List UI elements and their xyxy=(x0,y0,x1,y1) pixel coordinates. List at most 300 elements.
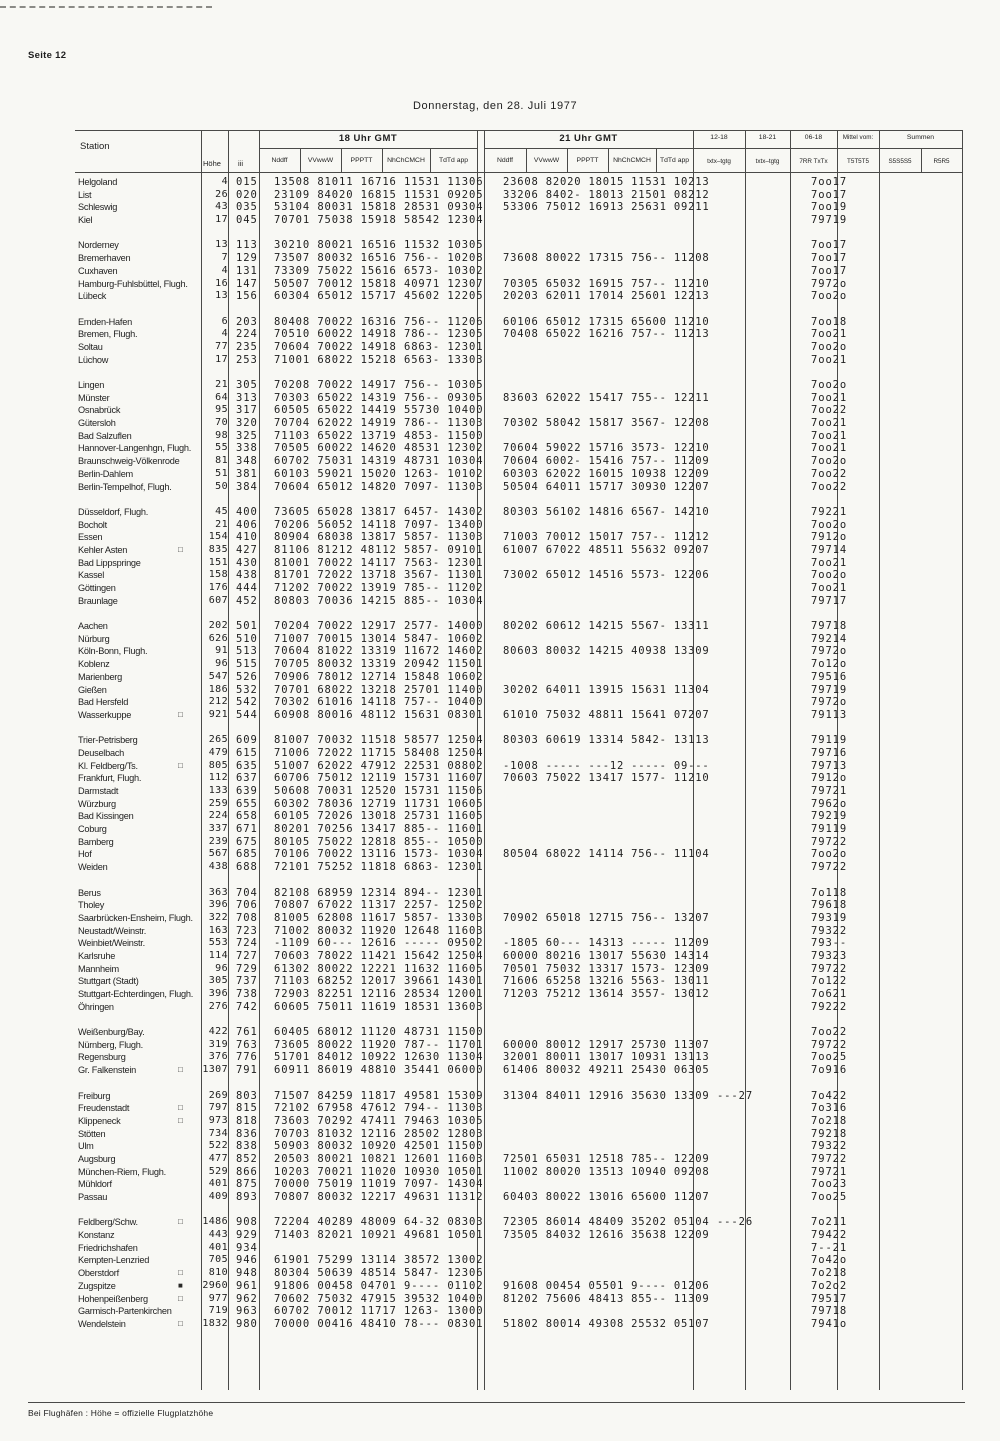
precip-06-18-value: 7oo22 xyxy=(811,1026,848,1039)
footer-rule xyxy=(28,1402,965,1403)
obs-21gmt: 70604 6002- 15416 757-- 11209 xyxy=(503,455,710,468)
hoehe-header: Höhe xyxy=(203,159,221,168)
tdiff-12-18-value xyxy=(709,1280,761,1293)
tdiff-12-18-value xyxy=(709,455,761,468)
hoehe-value: 1307 xyxy=(202,1064,228,1076)
station-name: Augsburg xyxy=(78,1153,116,1164)
obs-21gmt: -1008 ----- ---12 ----- 09--- xyxy=(503,759,710,772)
table-row xyxy=(75,544,975,557)
open-square-icon: □ xyxy=(178,1217,183,1227)
hoehe-value: 6 xyxy=(221,315,228,327)
station-name: Cuxhaven xyxy=(78,265,118,276)
tdiff-12-18-value xyxy=(709,176,761,189)
station-name: Braunlage xyxy=(78,595,118,606)
station-name: Hannover-Langenhgn, Flugh. xyxy=(78,443,192,454)
station-name: Berlin-Dahlem xyxy=(78,468,133,479)
obs-18gmt: 70807 67022 11317 2257- 12502 xyxy=(274,899,484,912)
station-name: Düsseldorf, Flugh. xyxy=(78,506,149,517)
obs-21gmt: 20203 62011 17014 25601 12213 xyxy=(503,290,710,303)
symbol-col-label: R5R5 xyxy=(933,158,950,165)
precip-06-18-value: 7oo21 xyxy=(811,391,848,404)
hoehe-value: 1486 xyxy=(202,1216,228,1228)
open-square-icon: □ xyxy=(178,1293,183,1303)
table-row xyxy=(75,1102,975,1115)
precip-06-18-value: 79322 xyxy=(811,924,848,937)
hoehe-value: 805 xyxy=(208,759,228,771)
table-row xyxy=(75,963,975,976)
table-row xyxy=(75,1191,975,1204)
table-row xyxy=(75,798,975,811)
station-name: Essen xyxy=(78,532,103,543)
obs-18gmt: 61901 75299 13114 38572 13002 xyxy=(274,1254,484,1267)
tdiff-12-18-value xyxy=(709,785,761,798)
obs-18gmt: 50903 80032 10920 42501 11500 xyxy=(274,1140,484,1153)
station-name: Weiden xyxy=(78,862,108,873)
obs-18gmt: 72102 67958 47612 794-- 11303 xyxy=(274,1102,484,1115)
station-symbol xyxy=(178,519,200,532)
tdiff-12-18-value xyxy=(709,696,761,709)
table-row xyxy=(75,392,975,405)
symbol-col-label: S5S5S5 xyxy=(888,158,912,165)
table-row xyxy=(75,1140,975,1153)
table-row xyxy=(75,861,975,874)
table-row xyxy=(75,1001,975,1014)
station-symbol xyxy=(178,988,200,1001)
station-name: Norderney xyxy=(78,240,119,251)
hoehe-value: 4 xyxy=(221,264,228,276)
obs-21gmt xyxy=(500,899,709,912)
tdiff-12-18-value xyxy=(709,772,761,785)
hoehe-value: 114 xyxy=(208,949,228,961)
station-number: 410 xyxy=(236,531,258,544)
tdiff-12-18-value xyxy=(709,557,761,570)
station-name: Freiburg xyxy=(78,1090,111,1101)
precip-06-18-value: 7oo23 xyxy=(811,1178,848,1191)
obs-21gmt: 83603 62022 15417 755-- 12211 xyxy=(503,391,710,404)
precip-06-18-value: 7oo17 xyxy=(811,239,848,252)
station-symbol xyxy=(178,481,200,494)
station-name: Gütersloh xyxy=(78,418,116,429)
station-symbol xyxy=(178,1090,200,1103)
symbol-col-label: T5T5T5 xyxy=(846,158,870,165)
precip-06-18-value: 7oo2o xyxy=(811,290,848,303)
station-symbol xyxy=(178,937,200,950)
station-number: 866 xyxy=(236,1165,258,1178)
station-number: 532 xyxy=(236,683,258,696)
station-symbol xyxy=(178,671,200,684)
station-symbol xyxy=(178,620,200,633)
obs-21gmt xyxy=(500,1001,709,1014)
obs-18gmt: 71103 68252 12017 39661 14301 xyxy=(274,975,484,988)
obs-21gmt: 80603 80032 14215 40938 13309 xyxy=(503,645,710,658)
station-symbol xyxy=(178,252,200,265)
table-row xyxy=(75,1216,975,1229)
table-row xyxy=(75,887,975,900)
hoehe-value: 734 xyxy=(208,1127,228,1139)
precip-06-18-value: 7oo2o xyxy=(811,455,848,468)
obs-21gmt: 80303 60619 13314 5842- 13113 xyxy=(503,734,710,747)
precip-06-18-value: 7962o xyxy=(811,797,848,810)
station-name: Schleswig xyxy=(78,202,118,213)
hoehe-value: 45 xyxy=(215,505,228,517)
precip-06-18-value: 7oo17 xyxy=(811,188,848,201)
station-number: 727 xyxy=(236,949,258,962)
precip-06-18-value: 7oo25 xyxy=(811,1191,848,1203)
period-col-label: 12-18 xyxy=(710,134,728,141)
precip-06-18-value: 7o218 xyxy=(811,1267,848,1280)
tdiff-12-18-value xyxy=(709,1305,761,1318)
station-symbol xyxy=(178,1128,200,1141)
table-row xyxy=(75,1280,975,1293)
station-number: 729 xyxy=(236,962,258,975)
gmt18-underline xyxy=(259,148,477,149)
hoehe-value: 16 xyxy=(215,277,228,289)
station-number: 384 xyxy=(236,480,258,493)
tdiff-12-18-value xyxy=(709,544,761,557)
station-group xyxy=(75,887,975,1014)
precip-06-18-value: 7o118 xyxy=(811,886,848,899)
tdiff-12-18-value xyxy=(709,1153,761,1166)
station-symbol xyxy=(178,341,200,354)
hoehe-value: 363 xyxy=(208,886,228,898)
table-row xyxy=(75,1090,975,1103)
station-name: Köln-Bonn, Flugh. xyxy=(78,646,148,657)
station-number: 203 xyxy=(236,315,258,328)
table-row xyxy=(75,455,975,468)
obs-18gmt: 72101 75252 11818 6863- 12301 xyxy=(274,861,484,874)
hoehe-value: 50 xyxy=(215,480,228,492)
obs-18gmt: 80201 70256 13417 885-- 11601 xyxy=(274,823,484,836)
table-row xyxy=(75,557,975,570)
obs-18gmt: 72204 40289 48009 64-32 08303 xyxy=(274,1216,484,1229)
tdiff-12-18-value xyxy=(709,633,761,646)
obs-21gmt xyxy=(500,354,709,367)
obs-col-label: PPPTT xyxy=(576,157,599,164)
obs-18gmt xyxy=(270,1242,489,1255)
station-number: 929 xyxy=(236,1229,258,1242)
station-name: Mannheim xyxy=(78,963,119,974)
station-header: Station xyxy=(80,141,110,152)
obs-18gmt: 71001 68022 15218 6563- 13303 xyxy=(274,353,484,366)
precip-06-18-value: 7oo25 xyxy=(811,1051,848,1064)
obs-21gmt: 11002 80020 13513 10940 09208 xyxy=(503,1165,710,1178)
hoehe-value: 4 xyxy=(221,328,228,340)
station-number: 671 xyxy=(236,823,258,836)
precip-06-18-value: 79214 xyxy=(811,632,848,645)
tdiff-12-18-value xyxy=(709,1229,761,1242)
station-name: Zugspitze xyxy=(78,1280,116,1291)
hoehe-value: 43 xyxy=(215,201,228,213)
hoehe-value: 319 xyxy=(208,1038,228,1050)
station-name: List xyxy=(78,189,92,200)
obs-21gmt xyxy=(500,1128,709,1141)
station-symbol xyxy=(178,912,200,925)
table-row xyxy=(75,278,975,291)
obs-21gmt: 60303 62022 16015 10938 12209 xyxy=(503,467,710,480)
station-number: 948 xyxy=(236,1267,258,1280)
tdiff-12-18-value xyxy=(709,912,761,925)
station-name: Stötten xyxy=(78,1128,106,1139)
table-row xyxy=(75,379,975,392)
station-name: Marienberg xyxy=(78,671,122,682)
station-symbol xyxy=(178,747,200,760)
station-symbol xyxy=(178,975,200,988)
precip-06-18-value: 79113 xyxy=(811,708,848,721)
obs-21gmt xyxy=(500,341,709,354)
station-name: Trier-Petrisberg xyxy=(78,735,138,746)
station-name: Feldberg/Schw. xyxy=(78,1217,138,1228)
station-symbol xyxy=(178,290,200,303)
obs-18gmt: 80904 68038 13817 5857- 11303 xyxy=(274,531,484,544)
obs-18gmt: 60304 65012 15717 45602 12205 xyxy=(274,290,484,303)
obs-18gmt: 71103 65022 13719 4853- 11500 xyxy=(274,429,484,442)
precip-06-18-value: 79119 xyxy=(811,734,848,747)
table-row xyxy=(75,848,975,861)
gmt21-header: 21 Uhr GMT xyxy=(559,133,618,144)
precip-06-18-value: 79722 xyxy=(811,835,848,848)
station-symbol xyxy=(178,506,200,519)
station-number: 776 xyxy=(236,1051,258,1064)
station-name: Kassel xyxy=(78,570,105,581)
hoehe-value: 705 xyxy=(208,1254,228,1266)
station-name: Hof xyxy=(78,849,92,860)
hoehe-value: 401 xyxy=(208,1178,228,1190)
precip-06-18-value: 7o12o xyxy=(811,658,848,671)
station-symbol xyxy=(178,696,200,709)
tdiff-12-18-value xyxy=(709,988,761,1001)
obs-18gmt: 70208 70022 14917 756-- 10305 xyxy=(274,379,484,391)
station-number: 113 xyxy=(236,239,258,252)
obs-21gmt xyxy=(500,595,709,608)
symbol-col-label: 7RR TxTx xyxy=(799,158,828,165)
obs-18gmt: 60605 75011 11619 18531 13603 xyxy=(274,1000,484,1013)
obs-18gmt: 70303 65022 14319 756-- 09305 xyxy=(274,391,484,404)
obs-18gmt: 20503 80021 10821 12601 11603 xyxy=(274,1152,484,1165)
hoehe-value: 438 xyxy=(208,861,228,873)
station-name: Frankfurt, Flugh. xyxy=(78,773,142,784)
station-name: Kiel xyxy=(78,215,93,226)
station-name: Soltau xyxy=(78,341,103,352)
station-name: Gr. Falkenstein xyxy=(78,1065,137,1076)
hoehe-value: 95 xyxy=(215,404,228,416)
obs-18gmt: 60706 75012 12119 15731 11607 xyxy=(274,772,484,785)
obs-18gmt: 60405 68012 11120 48731 11500 xyxy=(274,1026,484,1039)
station-number: 963 xyxy=(236,1305,258,1318)
precip-06-18-value: 7oo21 xyxy=(811,353,848,366)
station-name: Öhringen xyxy=(78,1001,114,1012)
precip-06-18-value: 7972o xyxy=(811,645,848,658)
station-symbol xyxy=(178,645,200,658)
table-row xyxy=(75,1229,975,1242)
station-symbol xyxy=(178,823,200,836)
station-number: 452 xyxy=(236,594,258,607)
station-name: Klippeneck xyxy=(78,1115,121,1126)
station-name: Stuttgart (Stadt) xyxy=(78,976,139,987)
obs-21gmt xyxy=(500,430,709,443)
obs-18gmt: 70701 68022 13218 25701 11400 xyxy=(274,683,484,696)
hoehe-value: 186 xyxy=(208,683,228,695)
obs-21gmt: 91608 00454 05501 9---- 01206 xyxy=(503,1279,710,1292)
table-row xyxy=(75,582,975,595)
station-number: 704 xyxy=(236,886,258,899)
obs-21gmt xyxy=(500,887,709,900)
obs-18gmt: 60105 72026 13018 25731 11605 xyxy=(274,810,484,823)
station-name: München-Riem, Flugh. xyxy=(78,1166,166,1177)
tdiff-12-18-value xyxy=(709,747,761,760)
obs-21gmt xyxy=(500,582,709,595)
obs-18gmt: 60103 59021 15020 1263- 10102 xyxy=(274,467,484,480)
hoehe-value: 422 xyxy=(208,1026,228,1038)
obs-18gmt: 70906 78012 12714 15848 10602 xyxy=(274,670,484,683)
obs-col-label: VVwwW xyxy=(307,157,334,164)
obs-21gmt: 73505 84032 12616 35638 12209 xyxy=(503,1229,710,1242)
station-number: 381 xyxy=(236,467,258,480)
station-name: Wasserkuppe xyxy=(78,709,132,720)
table-row xyxy=(75,316,975,329)
hoehe-value: 7 xyxy=(221,252,228,264)
station-number: 818 xyxy=(236,1114,258,1127)
table-row xyxy=(75,506,975,519)
station-name: Stuttgart-Echterdingen, Flugh. xyxy=(78,989,194,999)
obs-18gmt: 80105 75022 12818 855-- 10500 xyxy=(274,835,484,848)
table-row xyxy=(75,760,975,773)
tdiff-12-18-value xyxy=(709,950,761,963)
gmt18-header: 18 Uhr GMT xyxy=(338,133,398,144)
station-number: 438 xyxy=(236,569,258,582)
precip-06-18-value: 7o916 xyxy=(811,1064,848,1077)
obs-21gmt: 51802 80014 49308 25532 05107 xyxy=(503,1317,710,1330)
obs-21gmt: 81202 75606 48413 855-- 11309 xyxy=(503,1292,710,1305)
station-number: 742 xyxy=(236,1000,258,1013)
tdiff-12-18-value xyxy=(709,328,761,341)
obs-col-label: TdTd app xyxy=(659,157,690,164)
precip-06-18-value: 7o316 xyxy=(811,1102,848,1115)
station-number: 706 xyxy=(236,899,258,912)
station-number: 348 xyxy=(236,455,258,468)
tdiff-12-18-value xyxy=(709,798,761,811)
station-number: 803 xyxy=(236,1089,258,1102)
station-name: Braunschweig-Völkenrode xyxy=(78,456,180,467)
tdiff-12-18-value xyxy=(709,848,761,861)
precip-06-18-value: 79618 xyxy=(811,899,848,912)
tdiff-12-18-value xyxy=(709,887,761,900)
station-name: Tholey xyxy=(78,900,105,911)
station-name: Weinbiet/Weinstr. xyxy=(78,938,145,949)
station-number: 338 xyxy=(236,442,258,455)
precip-06-18-value: 7o2o2 xyxy=(811,1279,848,1292)
obs-18gmt: 70510 60022 14918 786-- 12305 xyxy=(274,328,484,341)
tdiff-12-18-value xyxy=(709,671,761,684)
precip-06-18-value: 7--21 xyxy=(811,1241,848,1254)
hoehe-value: 1832 xyxy=(202,1317,228,1329)
tdiff-12-18-value xyxy=(709,290,761,303)
station-number: 688 xyxy=(236,861,258,874)
station-name: Neustadt/Weinstr. xyxy=(78,925,147,936)
station-number: 501 xyxy=(236,620,258,633)
station-group xyxy=(75,1216,975,1330)
obs-18gmt: 70701 75038 15918 58542 12304 xyxy=(274,214,484,227)
precip-06-18-value: 7oo2o xyxy=(811,848,848,861)
hoehe-value: 13 xyxy=(215,290,228,302)
precip-06-18-value: 7oo18 xyxy=(811,315,848,328)
table-row xyxy=(75,696,975,709)
obs-18gmt: 70807 80032 12217 49631 11312 xyxy=(274,1191,484,1203)
station-name: Bocholt xyxy=(78,519,107,530)
station-symbol xyxy=(178,316,200,329)
station-name: Lübeck xyxy=(78,291,107,302)
station-symbol xyxy=(178,925,200,938)
tdiff-12-18-value xyxy=(709,684,761,697)
obs-21gmt xyxy=(500,1102,709,1115)
hoehe-value: 409 xyxy=(208,1191,228,1202)
obs-21gmt: 30202 64011 13915 15631 11304 xyxy=(503,683,710,696)
obs-18gmt: 70705 80032 13319 20942 11501 xyxy=(274,658,484,671)
tdiff-12-18-value xyxy=(709,239,761,252)
station-number: 317 xyxy=(236,404,258,417)
station-name: Münster xyxy=(78,392,110,403)
station-symbol xyxy=(178,531,200,544)
obs-18gmt: 81701 72022 13718 3567- 11301 xyxy=(274,569,484,582)
station-number: 305 xyxy=(236,379,258,391)
table-row xyxy=(75,189,975,202)
obs-21gmt: 53306 75012 16913 25631 09211 xyxy=(503,201,710,214)
station-name: Bad Lippspringe xyxy=(78,557,141,568)
table-row xyxy=(75,1064,975,1077)
hoehe-value: 98 xyxy=(215,429,228,441)
station-symbol xyxy=(178,785,200,798)
tdiff-12-18-value xyxy=(709,278,761,291)
station-number: 615 xyxy=(236,746,258,759)
station-name: Lingen xyxy=(78,380,105,390)
station-number: 513 xyxy=(236,645,258,658)
tdiff-12-18-value xyxy=(709,1001,761,1014)
hoehe-value: 337 xyxy=(208,823,228,835)
table-row xyxy=(75,1039,975,1052)
obs-18gmt: 71002 80032 11920 12648 11603 xyxy=(274,924,484,937)
precip-06-18-value: 7oo17 xyxy=(811,264,848,277)
obs-18gmt: 70302 61016 14118 757-- 10400 xyxy=(274,696,484,709)
precip-06-18-value: 79722 xyxy=(811,1152,848,1165)
precip-06-18-value: 79323 xyxy=(811,949,848,962)
obs-21gmt: 70305 65032 16915 757-- 11210 xyxy=(503,277,710,290)
hoehe-value: 607 xyxy=(208,594,228,606)
station-name: Gießen xyxy=(78,684,107,695)
obs-18gmt: 70603 78022 11421 15642 12504 xyxy=(274,949,484,962)
station-number: 962 xyxy=(236,1292,258,1305)
hoehe-value: 77 xyxy=(215,340,228,352)
hoehe-value: 719 xyxy=(208,1305,228,1317)
tdiff-12-18-value xyxy=(709,392,761,405)
table-row xyxy=(75,709,975,722)
precip-06-18-value: 7oo21 xyxy=(811,417,848,430)
obs-21gmt xyxy=(500,785,709,798)
station-symbol xyxy=(178,1242,200,1255)
station-symbol xyxy=(178,354,200,367)
station-number: 427 xyxy=(236,543,258,556)
hoehe-value: 17 xyxy=(215,214,228,226)
tdiff-12-18-value xyxy=(709,582,761,595)
station-number: 791 xyxy=(236,1064,258,1077)
table-row xyxy=(75,671,975,684)
tdiff-12-18-value xyxy=(709,1178,761,1191)
obs-21gmt xyxy=(500,557,709,570)
hoehe-value: 112 xyxy=(208,772,228,784)
tdiff-12-18-value xyxy=(709,189,761,202)
station-number: 737 xyxy=(236,975,258,988)
tdiff-12-18-value xyxy=(709,1267,761,1280)
obs-18gmt: 70604 65012 14820 7097- 11303 xyxy=(274,480,484,493)
precip-06-18-value: 79218 xyxy=(811,1127,848,1140)
